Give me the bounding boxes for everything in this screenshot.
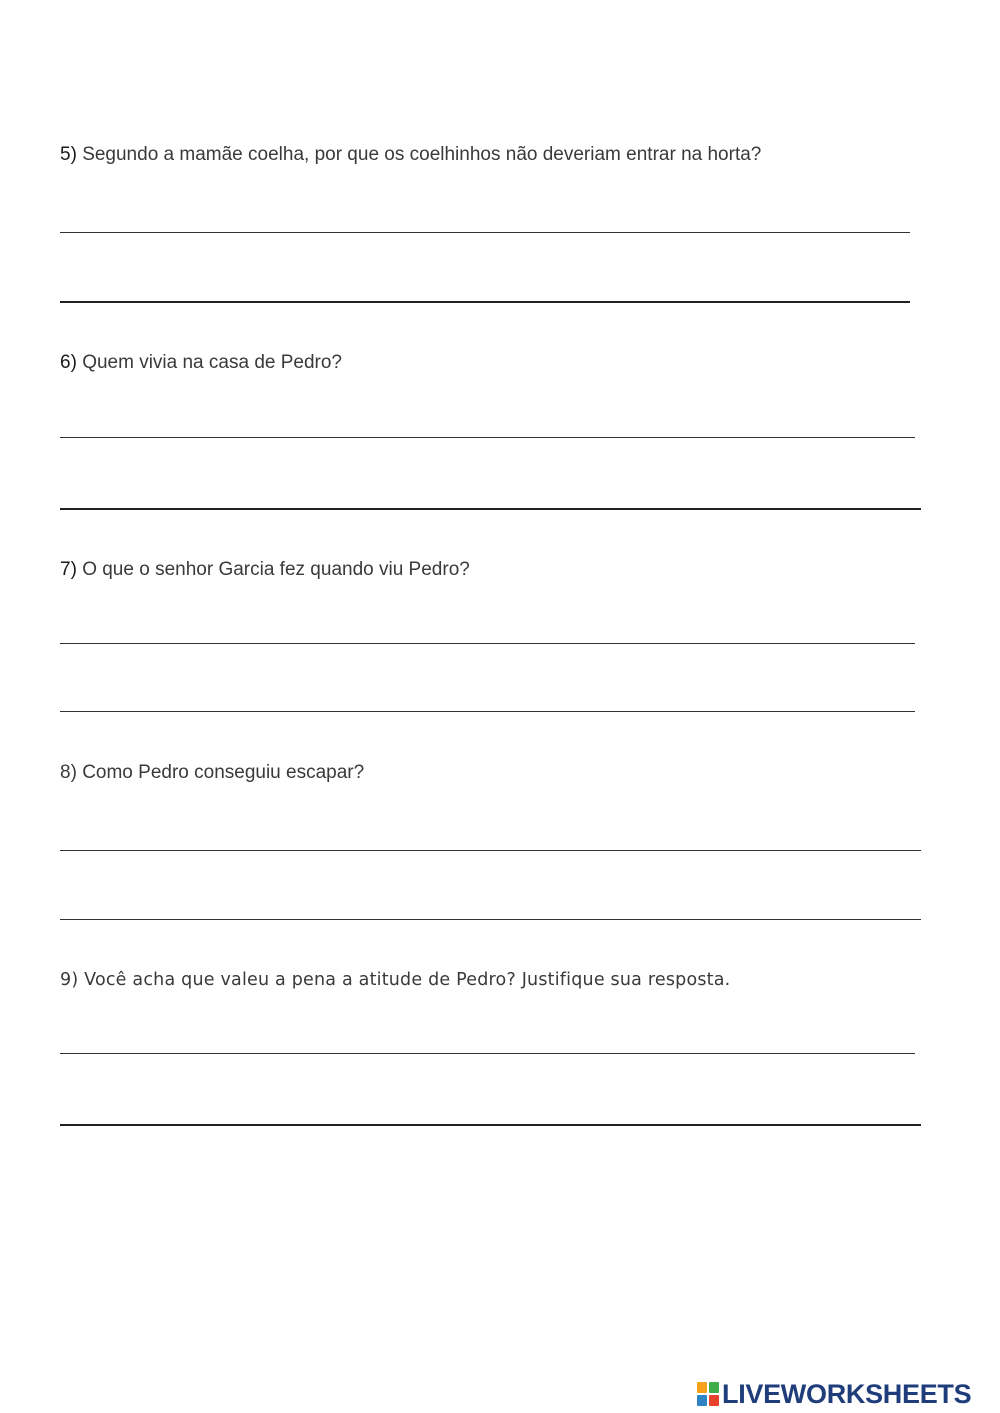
question-9 (60, 968, 730, 992)
question-7 (60, 558, 470, 582)
question-6 (60, 351, 342, 375)
answer-line[interactable] (60, 919, 921, 920)
logo-square (697, 1382, 707, 1393)
brand-name: LIVEWORKSHEETS (722, 1378, 972, 1409)
answer-line[interactable] (60, 1124, 921, 1126)
question-text: Você acha que valeu a pena a atitude de Pedro? Justifique sua resposta. (84, 970, 731, 990)
answer-line[interactable] (60, 437, 915, 438)
answer-line[interactable] (60, 643, 915, 644)
logo-square (709, 1382, 719, 1393)
question-text: Segundo a mamãe coelha, por que os coelhinhos não deveriam entrar na horta? (82, 144, 762, 165)
question-text: O que o senhor Garcia fez quando viu Pedro? (82, 559, 470, 580)
logo-square (697, 1395, 707, 1406)
answer-line[interactable] (60, 1053, 915, 1054)
question-number: 9) (60, 970, 79, 990)
question-text: Quem vivia na casa de Pedro? (82, 352, 342, 373)
question-text: Como Pedro conseguiu escapar? (82, 762, 365, 783)
logo-square (709, 1395, 719, 1406)
question-number: 8) (60, 762, 77, 783)
answer-line[interactable] (60, 711, 915, 712)
question-8 (60, 761, 364, 785)
answer-line[interactable] (60, 301, 910, 303)
question-number: 5) (60, 144, 77, 165)
liveworksheets-brand (697, 1378, 997, 1410)
answer-line[interactable] (60, 850, 921, 851)
question-number: 7) (60, 559, 77, 580)
question-number: 6) (60, 352, 77, 373)
answer-line[interactable] (60, 508, 921, 510)
answer-line[interactable] (60, 232, 910, 233)
question-5 (60, 143, 761, 167)
liveworksheets-logo-icon (697, 1382, 719, 1406)
